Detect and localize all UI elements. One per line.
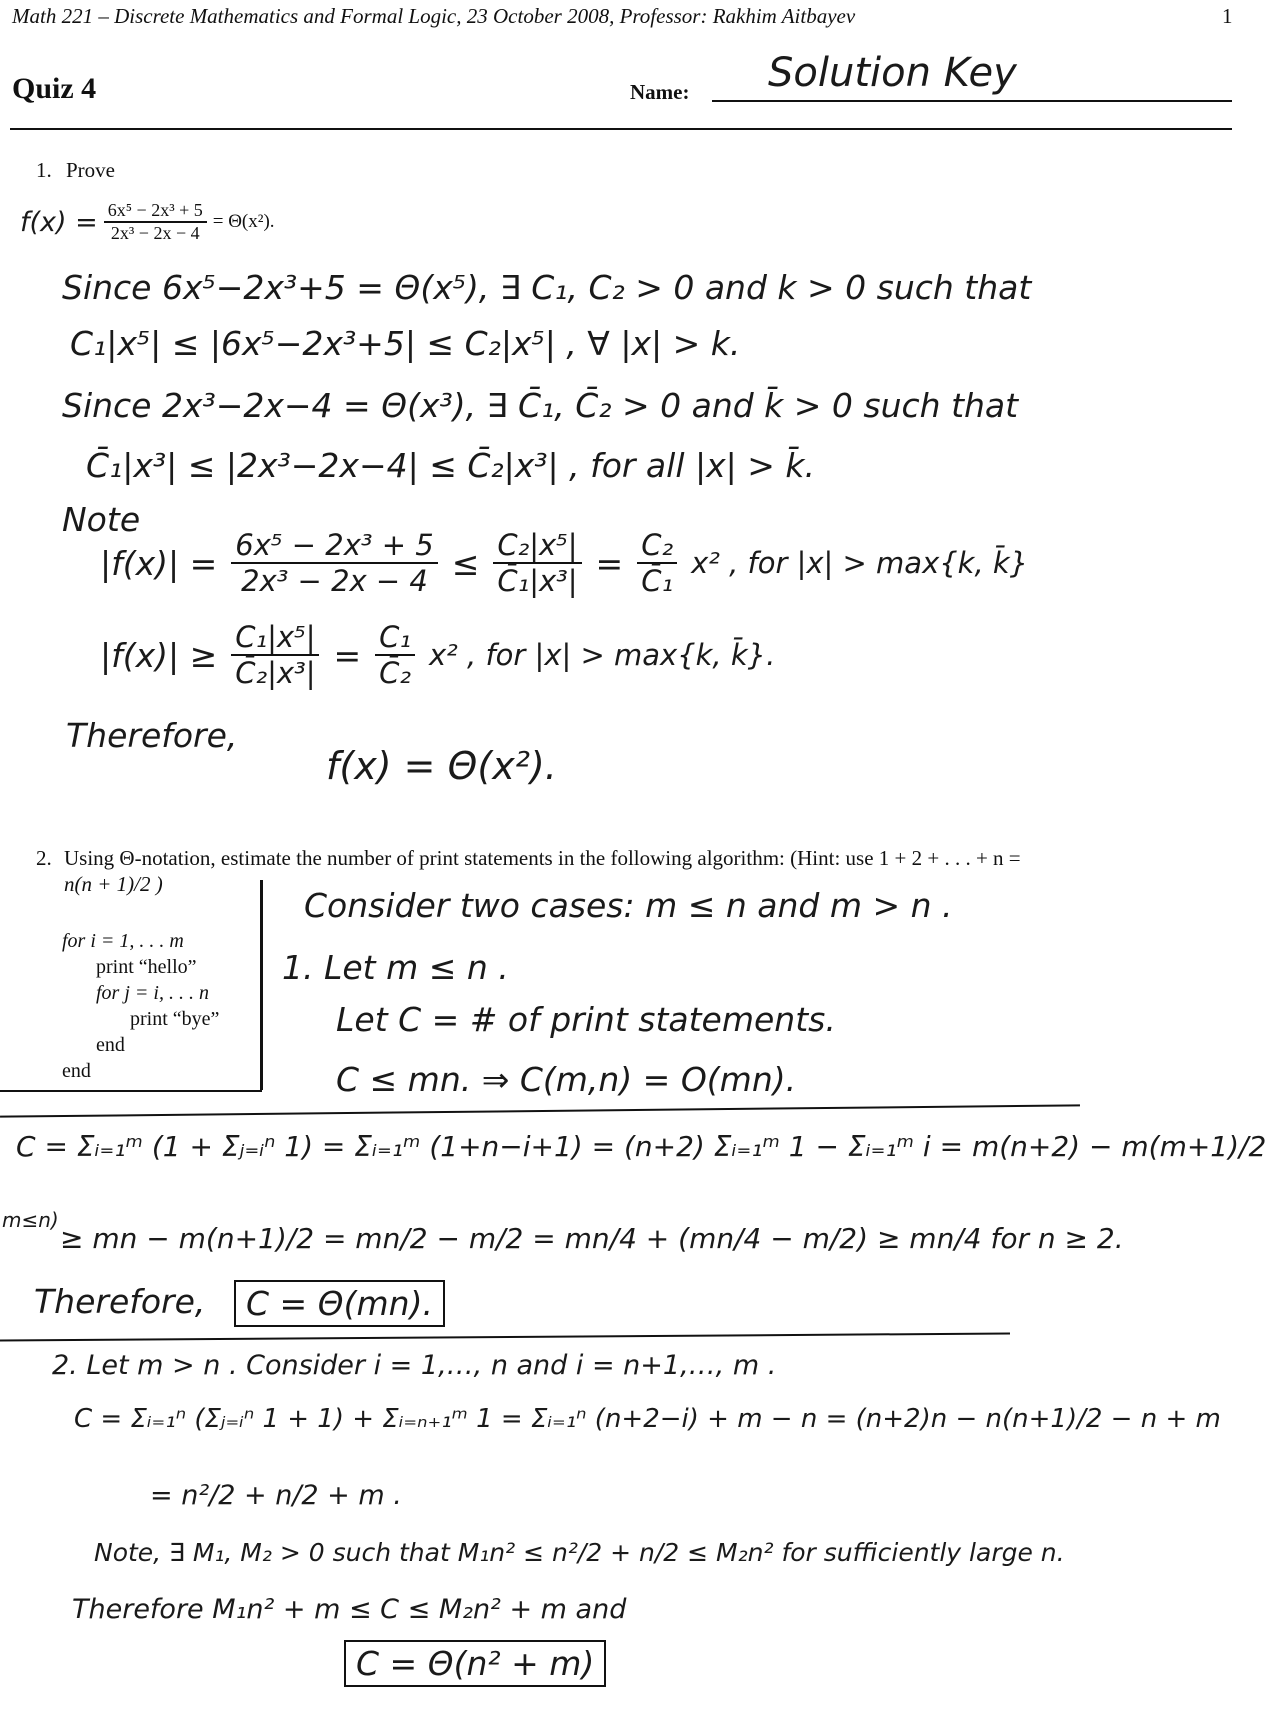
q1-ineq1-coef-den: C̄₁	[641, 564, 674, 598]
q1-ineq2-coef-den: C̄₂	[379, 656, 412, 690]
q1-numerator: 6x⁵ − 2x³ + 5	[104, 200, 207, 223]
q1-note: Note	[62, 500, 141, 539]
q1-ineq1-fraction	[231, 528, 437, 598]
q1-fraction	[104, 200, 207, 244]
q1-ineq1-den: 2x³ − 2x − 4	[241, 564, 428, 598]
page-number: 1	[1222, 4, 1233, 28]
name-underline	[712, 100, 1232, 102]
q1-equation	[20, 200, 275, 244]
q1-ineq2-eq: =	[333, 635, 362, 675]
q2-hand-line-6: m≤n)	[2, 1208, 59, 1232]
name-label: Name:	[630, 80, 690, 104]
q2-hand-line-8: Therefore,	[34, 1282, 206, 1321]
code-line-1: for i = 1, . . . m	[62, 930, 184, 952]
code-box-bottom-border	[0, 1090, 262, 1092]
q1-conclusion: f(x) = Θ(x²).	[326, 744, 557, 788]
q1-ineq1-tail: x² , for |x| > max{k, k̄}	[691, 546, 1029, 580]
q1-ineq2-tail: x² , for |x| > max{k, k̄}.	[429, 638, 776, 672]
q1-line-4: C̄₁|x³| ≤ |2x³−2x−4| ≤ C̄₂|x³| , for all |x| > k̄.	[86, 446, 815, 485]
q1-ineq1-mid-den: C̄₁|x³|	[497, 564, 578, 598]
code-line-3: for j = i, . . . n	[96, 982, 209, 1004]
q2-hand-line-7: ≥ mn − m(n+1)/2 = mn/2 − m/2 = mn/4 + (mn/4 − m/2) ≥ mn/4 for n ≥ 2.	[60, 1222, 1124, 1255]
q2-boxed-result-1: C = Θ(mn).	[234, 1280, 445, 1327]
q1-prompt: Prove	[66, 158, 115, 182]
q2-hand-line-2: 1. Let m ≤ n .	[282, 948, 509, 987]
q1-ineq2-mid-num: C₁|x⁵|	[231, 620, 319, 656]
name-value: Solution Key	[768, 50, 1017, 96]
q1-denominator: 2x³ − 2x − 4	[110, 223, 200, 243]
q1-inequality-lower	[100, 620, 775, 690]
q1-line-2: C₁|x⁵| ≤ |6x⁵−2x³+5| ≤ C₂|x⁵| , ∀ |x| > k.	[70, 324, 741, 363]
q2-divider-2	[0, 1332, 1010, 1341]
q2-hand-line-3: Let C = # of print statements.	[336, 1000, 836, 1039]
q1-inequality-upper	[100, 528, 1028, 598]
q1-ineq1-mid	[493, 528, 581, 598]
q2-prompt-line-2: n(n + 1)/2 )	[64, 872, 163, 896]
q1-ineq2-mid	[231, 620, 319, 690]
q2-hand-line-4: C ≤ mn. ⇒ C(m,n) = O(mn).	[336, 1060, 797, 1099]
header-divider	[10, 128, 1232, 130]
q1-ineq1-num: 6x⁵ − 2x³ + 5	[231, 528, 437, 564]
q1-ineq1-le: ≤	[451, 543, 480, 583]
q2-prompt-line-1: Using Θ-notation, estimate the number of print statements in the following algorithm: (Hint: use 1 + 2 + . . . + n =	[64, 846, 1021, 870]
q2-hand-line-12: Note, ∃ M₁, M₂ > 0 such that M₁n² ≤ n²/2 + n/2 ≤ M₂n² for sufficiently large n.	[94, 1538, 1065, 1567]
q1-ineq1-coef	[637, 528, 677, 598]
q1-number: 1.	[36, 158, 52, 182]
q2-hand-line-13: Therefore M₁n² + m ≤ C ≤ M₂n² + m and	[72, 1594, 627, 1625]
code-line-4: print “bye”	[130, 1008, 220, 1030]
q2-hand-line-1: Consider two cases: m ≤ n and m > n .	[304, 886, 953, 925]
q2-number: 2.	[36, 846, 52, 870]
course-header: Math 221 – Discrete Mathematics and Formal Logic, 23 October 2008, Professor: Rakhim Aitbayev	[12, 4, 856, 28]
q1-fx-label: f(x) =	[20, 206, 98, 238]
code-box-right-border	[260, 880, 263, 1090]
q1-ineq2-lhs: |f(x)| ≥	[100, 635, 218, 675]
q2-hand-line-10: C = Σᵢ₌₁ⁿ (Σⱼ₌ᵢⁿ 1 + 1) + Σᵢ₌ₙ₊₁ᵐ 1 = Σᵢ₌₁ⁿ (n+2−i) + m − n = (n+2)n − n(n+1)/2 − n + m	[74, 1404, 1221, 1434]
q2-hand-line-9: 2. Let m > n . Consider i = 1,…, n and i = n+1,…, m .	[52, 1350, 777, 1381]
q1-ineq1-mid-num: C₂|x⁵|	[493, 528, 581, 564]
code-line-2: print “hello”	[96, 956, 197, 978]
q1-ineq2-coef-num: C₁	[375, 620, 415, 656]
q1-line-1: Since 6x⁵−2x³+5 = Θ(x⁵), ∃ C₁, C₂ > 0 and k > 0 such that	[62, 268, 1032, 307]
q1-ineq1-eq: =	[595, 543, 624, 583]
q1-ineq1-coef-num: C₂	[637, 528, 677, 564]
code-line-6: end	[62, 1060, 91, 1082]
q2-divider-1	[0, 1104, 1080, 1117]
q2-hand-line-5: C = Σᵢ₌₁ᵐ (1 + Σⱼ₌ᵢⁿ 1) = Σᵢ₌₁ᵐ (1+n−i+1) = (n+2) Σᵢ₌₁ᵐ 1 − Σᵢ₌₁ᵐ i = m(n+2) − m(m+1)/2	[16, 1130, 1267, 1163]
q2-boxed-result-2: C = Θ(n² + m)	[344, 1640, 606, 1687]
q1-ineq2-coef	[375, 620, 415, 690]
q1-therefore: Therefore,	[66, 716, 238, 755]
q1-rhs: = Θ(x²).	[212, 211, 275, 232]
q1-line-3: Since 2x³−2x−4 = Θ(x³), ∃ C̄₁, C̄₂ > 0 and k̄ > 0 such that	[62, 386, 1019, 425]
quiz-title: Quiz 4	[12, 72, 97, 105]
q1-ineq2-mid-den: C̄₂|x³|	[235, 656, 316, 690]
q1-ineq1-lhs: |f(x)| =	[100, 543, 218, 583]
q2-hand-line-11: = n²/2 + n/2 + m .	[150, 1480, 402, 1511]
code-line-5: end	[96, 1034, 125, 1056]
